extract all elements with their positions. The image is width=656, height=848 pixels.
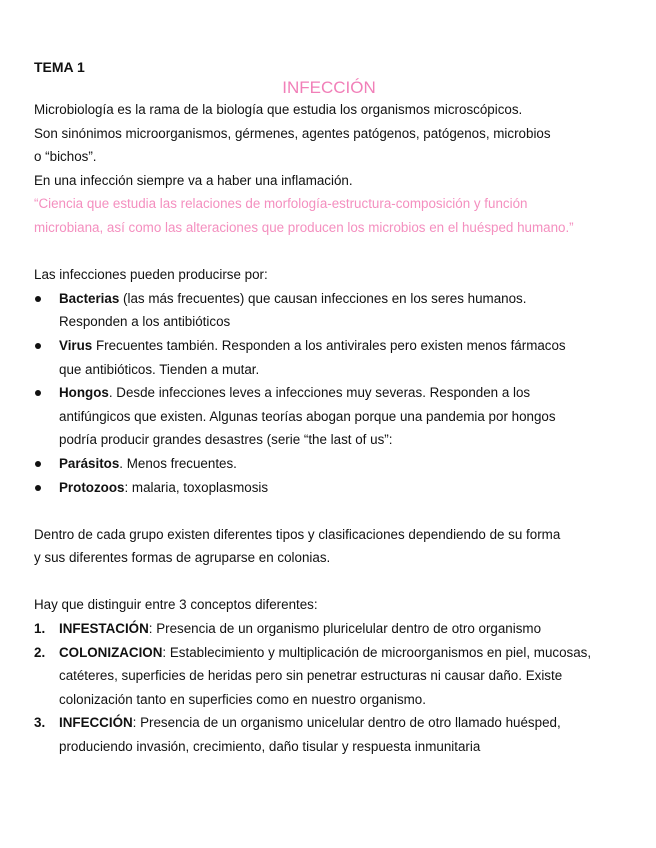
list-item [34,287,634,334]
item-text-cont: catéteres, superficies de heridas pero sin penetrar estructuras ni causar daño. Existe [59,668,563,684]
item-text: . Desde infecciones leves a infecciones muy severas. Responden a los [108,385,531,401]
item-text: Frecuentes también. Responden a los antivirales pero existen menos fármacos [92,337,566,353]
item-number: 2. [34,644,46,660]
item-term: COLONIZACION [59,644,163,660]
topic-heading: TEMA 1 [34,59,85,75]
list-item [34,381,634,452]
list-item [34,711,634,758]
item-term: Virus [59,337,93,353]
groups-line: y sus diferentes formas de agruparse en colonias. [34,550,331,566]
item-term: Parásitos [59,455,120,471]
bullet-icon [35,485,41,491]
list-item [34,452,634,476]
item-text: . Menos frecuentes. [119,455,237,471]
list-item [34,334,634,381]
concepts-list [34,617,634,759]
bullet-icon [35,461,41,467]
item-text: (las más frecuentes) que causan infecciones en los seres humanos. [119,290,527,306]
item-text-cont: podría producir grandes desastres (serie “the last of us”: [59,432,393,448]
item-term: Bacterias [59,290,120,306]
list-item [34,641,634,712]
concepts-lead: Hay que distinguir entre 3 conceptos diferentes: [34,597,318,613]
item-number: 1. [34,621,46,637]
list-item [34,476,634,500]
item-text-cont: que antibióticos. Tienden a mutar. [59,361,260,377]
bullet-icon [35,296,41,302]
intro-line: o “bichos”. [34,149,97,165]
item-text: : Presencia de un organismo unicelular dentro de otro llamado huésped, [132,715,561,731]
causes-lead: Las infecciones pueden producirse por: [34,267,268,283]
groups-line: Dentro de cada grupo existen diferentes tipos y clasificaciones dependiendo de su forma [34,526,561,542]
intro-line: Microbiología es la rama de la biología que estudia los organismos microscópicos. [34,102,523,117]
intro-line: Son sinónimos microorganismos, gérmenes, agentes patógenos, patógenos, microbios [34,125,551,141]
groups-section [34,523,634,570]
item-text-cont: produciendo invasión, crecimiento, daño tisular y respuesta inmunitaria [59,739,481,755]
causes-section [34,263,634,499]
bullet-icon [35,343,41,349]
item-term: INFECCIÓN [59,715,133,731]
causes-list [34,287,634,499]
concepts-section [34,593,634,758]
item-text: : Establecimiento y multiplicación de microorganismos en piel, mucosas, [162,644,592,660]
item-term: Hongos [59,385,109,401]
item-text-cont: Responden a los antibióticos [59,314,231,330]
item-text-cont: antifúngicos que existen. Algunas teorías abogan porque una pandemia por hongos [59,408,556,424]
definition-quote-line: microbiana, así como las alteraciones que producen los microbios en el huésped humano.” [34,219,574,235]
item-text: : Presencia de un organismo pluricelular dentro de otro organismo [148,621,542,637]
item-term: INFESTACIÓN [59,621,149,637]
document-page [34,56,634,759]
definition-quote-line: “Ciencia que estudia las relaciones de morfología-estructura-composición y función [34,196,528,212]
item-text-cont: colonización tanto en superficies como en nuestro organismo. [59,691,426,707]
item-text: : malaria, toxoplasmosis [124,479,269,495]
list-item [34,617,634,641]
item-term: Protozoos [59,479,125,495]
bullet-icon [35,390,41,396]
page-title: INFECCIÓN [282,78,376,97]
intro-section [34,98,634,240]
intro-line: En una infección siempre va a haber una inflamación. [34,172,353,188]
item-number: 3. [34,715,46,731]
